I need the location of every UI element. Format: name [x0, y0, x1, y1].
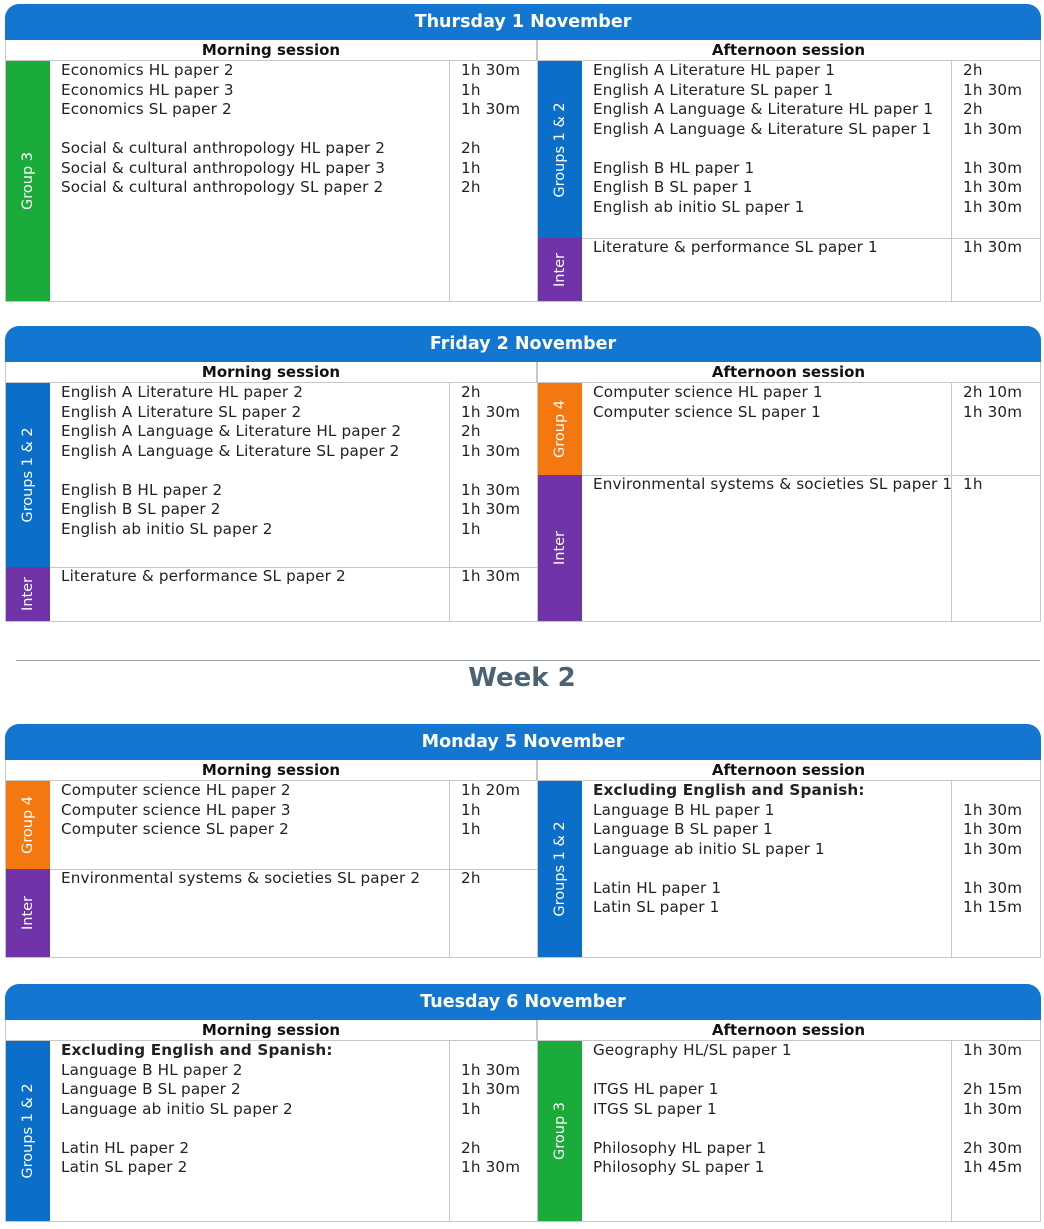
blank-line — [461, 120, 520, 140]
subject-name: Latin HL paper 1 — [593, 878, 722, 897]
subject-name: ITGS HL paper 1 — [593, 1080, 719, 1098]
exam-duration: 2h — [461, 178, 481, 196]
blank-line — [963, 139, 1022, 159]
duration-list — [450, 383, 520, 567]
afternoon-group-inter — [538, 238, 1040, 301]
subject-name: Latin SL paper 2 — [61, 1158, 188, 1176]
subject-name: Language B SL paper 1 — [593, 820, 773, 838]
subject-name: Economics SL paper 2 — [61, 100, 232, 118]
subject-name: Literature & performance SL paper 2 — [61, 567, 346, 585]
duration-list — [450, 1041, 520, 1221]
blank-line — [593, 1061, 951, 1081]
afternoon-group-group-4 — [538, 383, 1040, 475]
group-label-text: Groups 1 & 2 — [20, 1083, 36, 1179]
blank-line — [61, 1119, 449, 1139]
exam-duration: 1h 20m — [461, 781, 521, 799]
group-note: Excluding English and Spanish: — [61, 1041, 333, 1059]
subject-name: English A Language & Literature SL paper 1 — [593, 119, 932, 138]
exam-duration: 1h 30m — [461, 500, 521, 518]
exam-duration: 1h 30m — [461, 100, 521, 118]
blank-line — [593, 1119, 951, 1139]
subject-name: Language B HL paper 2 — [61, 1060, 243, 1079]
day-title: Tuesday 6 November — [5, 984, 1041, 1020]
subject-name: English A Literature HL paper 2 — [61, 383, 304, 401]
group-label-text: Groups 1 & 2 — [20, 427, 36, 523]
group-label-bar — [538, 1041, 582, 1221]
afternoon-group-inter — [538, 475, 1040, 621]
exam-duration: 1h 30m — [461, 1080, 521, 1098]
duration-list — [952, 781, 1022, 957]
exam-duration: 1h 45m — [963, 1158, 1023, 1176]
subject-list — [50, 781, 450, 869]
group-label-text: Group 4 — [20, 796, 36, 854]
subject-name: Literature & performance SL paper 1 — [593, 238, 878, 256]
day-title: Friday 2 November — [5, 326, 1041, 362]
group-label-bar — [6, 869, 50, 957]
day-table — [5, 1020, 1041, 1222]
day-tuesday-6-november — [5, 984, 1041, 1222]
day-title: Thursday 1 November — [5, 4, 1041, 40]
morning-group-inter — [6, 869, 537, 957]
subject-name: Latin SL paper 1 — [593, 898, 720, 916]
subject-name: English ab initio SL paper 2 — [61, 519, 273, 538]
exam-duration: 2h 30m — [963, 1138, 1023, 1157]
exam-duration: 1h — [461, 158, 481, 177]
exam-duration: 2h — [963, 100, 983, 118]
exam-duration: 2h — [963, 61, 983, 79]
exam-duration: 2h — [461, 139, 481, 157]
subject-name: Computer science HL paper 1 — [593, 383, 823, 401]
exam-duration: 1h 30m — [461, 1158, 521, 1176]
duration-list — [450, 567, 520, 621]
blank-line — [963, 1119, 1022, 1139]
subject-name: Philosophy SL paper 1 — [593, 1158, 765, 1176]
subject-name: Philosophy HL paper 1 — [593, 1138, 767, 1157]
exam-duration: 1h 30m — [963, 178, 1023, 196]
duration-list — [450, 61, 520, 301]
afternoon-session-heading: Afternoon session — [537, 760, 1040, 781]
blank-line — [461, 461, 520, 481]
morning-group-groups-1-2 — [6, 383, 537, 567]
group-label-text: Group 3 — [552, 1102, 568, 1160]
duration-list — [952, 1041, 1022, 1221]
morning-group-inter — [6, 567, 537, 621]
day-monday-5-november — [5, 724, 1041, 958]
exam-duration: 1h 30m — [963, 80, 1023, 99]
subject-name: Computer science SL paper 1 — [593, 402, 821, 421]
exam-duration: 1h — [461, 519, 481, 538]
afternoon-session-heading: Afternoon session — [537, 40, 1040, 61]
subject-name: Social & cultural anthropology HL paper 2 — [61, 139, 386, 157]
group-label-bar — [6, 1041, 50, 1221]
group-label-bar — [538, 61, 582, 238]
subject-name: English A Language & Literature SL paper 2 — [61, 441, 400, 460]
subject-name: Social & cultural anthropology HL paper 3 — [61, 158, 386, 177]
exam-duration: 1h — [461, 1099, 481, 1118]
duration-list — [450, 781, 520, 869]
exam-duration: 1h 30m — [963, 402, 1023, 421]
subject-name: English A Literature HL paper 1 — [593, 61, 836, 79]
subject-list — [582, 61, 952, 238]
morning-session-heading: Morning session — [6, 40, 537, 61]
exam-duration: 1h 30m — [461, 441, 521, 460]
blank-line — [963, 859, 1022, 879]
exam-duration: 2h — [461, 383, 481, 401]
exam-duration: 1h 30m — [963, 1041, 1023, 1059]
subject-list — [582, 475, 952, 621]
duration-list — [450, 869, 481, 957]
blank-line — [593, 139, 951, 159]
group-label-text: Groups 1 & 2 — [552, 101, 568, 198]
subject-name: English ab initio SL paper 1 — [593, 197, 805, 216]
exam-duration: 1h 30m — [963, 839, 1023, 858]
subject-name: Language B HL paper 1 — [593, 800, 775, 819]
morning-session-heading: Morning session — [6, 760, 537, 781]
group-label-text: Inter — [552, 530, 568, 566]
blank-line — [461, 1041, 520, 1061]
morning-group-group-4 — [6, 781, 537, 869]
subject-list — [50, 869, 450, 957]
exam-duration: 1h — [461, 800, 481, 819]
exam-duration: 1h 30m — [963, 197, 1023, 216]
exam-duration: 1h 30m — [963, 1099, 1023, 1118]
subject-list — [582, 1041, 952, 1221]
subject-name: Environmental systems & societies SL paper 1 — [593, 475, 953, 493]
exam-duration: 1h 30m — [461, 61, 521, 79]
day-friday-2-november — [5, 326, 1041, 622]
morning-session-heading: Morning session — [6, 1020, 537, 1041]
exam-duration: 1h 15m — [963, 898, 1023, 916]
morning-group-groups-1-2 — [6, 1041, 537, 1221]
group-note: Excluding English and Spanish: — [593, 781, 865, 799]
subject-list — [50, 1041, 450, 1221]
subject-list — [50, 383, 450, 567]
group-label-bar — [538, 475, 582, 621]
duration-list — [952, 475, 983, 621]
subject-name: Social & cultural anthropology SL paper 2 — [61, 178, 384, 196]
duration-list — [952, 238, 1022, 301]
exam-duration: 2h 10m — [963, 383, 1023, 401]
afternoon-session-heading: Afternoon session — [537, 362, 1040, 383]
group-label-bar — [6, 567, 50, 621]
exam-duration: 1h — [461, 80, 481, 99]
subject-name: Latin HL paper 2 — [61, 1138, 190, 1157]
day-title: Monday 5 November — [5, 724, 1041, 760]
day-thursday-1-november — [5, 4, 1041, 302]
afternoon-group-groups-1-2 — [538, 61, 1040, 238]
group-label-bar — [6, 61, 50, 301]
subject-name: English B SL paper 1 — [593, 178, 753, 196]
subject-name: Computer science HL paper 3 — [61, 800, 291, 819]
blank-line — [963, 1061, 1022, 1081]
group-label-text: Group 4 — [552, 400, 568, 458]
exam-duration: 1h 30m — [461, 567, 521, 585]
group-label-bar — [6, 781, 50, 869]
group-label-bar — [6, 383, 50, 567]
group-label-bar — [538, 781, 582, 957]
subject-name: Computer science SL paper 2 — [61, 820, 289, 838]
exam-duration: 1h 30m — [461, 1060, 521, 1079]
subject-list — [582, 238, 952, 301]
exam-duration: 1h — [963, 475, 983, 493]
exam-duration: 1h — [461, 820, 481, 838]
exam-duration: 1h 30m — [963, 800, 1023, 819]
group-label-bar — [538, 238, 582, 301]
exam-duration: 1h 30m — [963, 820, 1023, 838]
morning-session-heading: Morning session — [6, 362, 537, 383]
subject-name: English A Literature SL paper 1 — [593, 80, 834, 99]
subject-list — [50, 61, 450, 301]
group-label-text: Inter — [20, 895, 36, 931]
subject-name: English A Literature SL paper 2 — [61, 402, 302, 421]
subject-name: Language ab initio SL paper 1 — [593, 839, 825, 858]
group-label-text: Inter — [552, 252, 568, 287]
exam-duration: 2h — [461, 422, 481, 440]
exam-duration: 2h — [461, 1138, 481, 1157]
subject-name: Economics HL paper 3 — [61, 80, 234, 99]
exam-duration: 1h 30m — [963, 238, 1023, 256]
subject-name: Language ab initio SL paper 2 — [61, 1099, 293, 1118]
week-heading: Week 2 — [468, 663, 576, 693]
blank-line — [963, 781, 1022, 801]
subject-name: English B SL paper 2 — [61, 500, 221, 518]
group-label-text: Group 3 — [20, 152, 36, 210]
subject-name: Environmental systems & societies SL paper 2 — [61, 869, 421, 887]
afternoon-group-groups-1-2 — [538, 781, 1040, 957]
exam-duration: 1h 30m — [963, 119, 1023, 138]
blank-line — [61, 461, 449, 481]
exam-duration: 1h 30m — [461, 480, 521, 499]
blank-line — [593, 859, 951, 879]
exam-duration: 1h 30m — [461, 402, 521, 421]
subject-name: English A Language & Literature HL paper 1 — [593, 100, 934, 118]
afternoon-group-group-3 — [538, 1041, 1040, 1221]
duration-list — [952, 383, 1022, 475]
blank-line — [61, 120, 449, 140]
subject-list — [50, 567, 450, 621]
week-divider — [16, 660, 1040, 661]
duration-list — [952, 61, 1022, 238]
subject-list — [582, 383, 952, 475]
blank-line — [461, 1119, 520, 1139]
exam-duration: 2h 15m — [963, 1080, 1023, 1098]
subject-name: Economics HL paper 2 — [61, 61, 234, 79]
exam-duration: 1h 30m — [963, 158, 1023, 177]
subject-name: Language B SL paper 2 — [61, 1080, 241, 1098]
subject-name: English A Language & Literature HL paper 2 — [61, 422, 402, 440]
day-table — [5, 40, 1041, 302]
subject-name: English B HL paper 2 — [61, 480, 223, 499]
subject-list — [582, 781, 952, 957]
exam-duration: 2h — [461, 869, 481, 887]
morning-group-group-3 — [6, 61, 537, 301]
subject-name: Computer science HL paper 2 — [61, 781, 291, 799]
subject-name: ITGS SL paper 1 — [593, 1099, 717, 1118]
subject-name: English B HL paper 1 — [593, 158, 755, 177]
subject-name: Geography HL/SL paper 1 — [593, 1041, 792, 1059]
day-table — [5, 760, 1041, 958]
group-label-text: Inter — [20, 576, 36, 612]
exam-duration: 1h 30m — [963, 878, 1023, 897]
afternoon-session-heading: Afternoon session — [537, 1020, 1040, 1041]
group-label-text: Groups 1 & 2 — [552, 821, 568, 917]
day-table — [5, 362, 1041, 622]
group-label-bar — [538, 383, 582, 475]
